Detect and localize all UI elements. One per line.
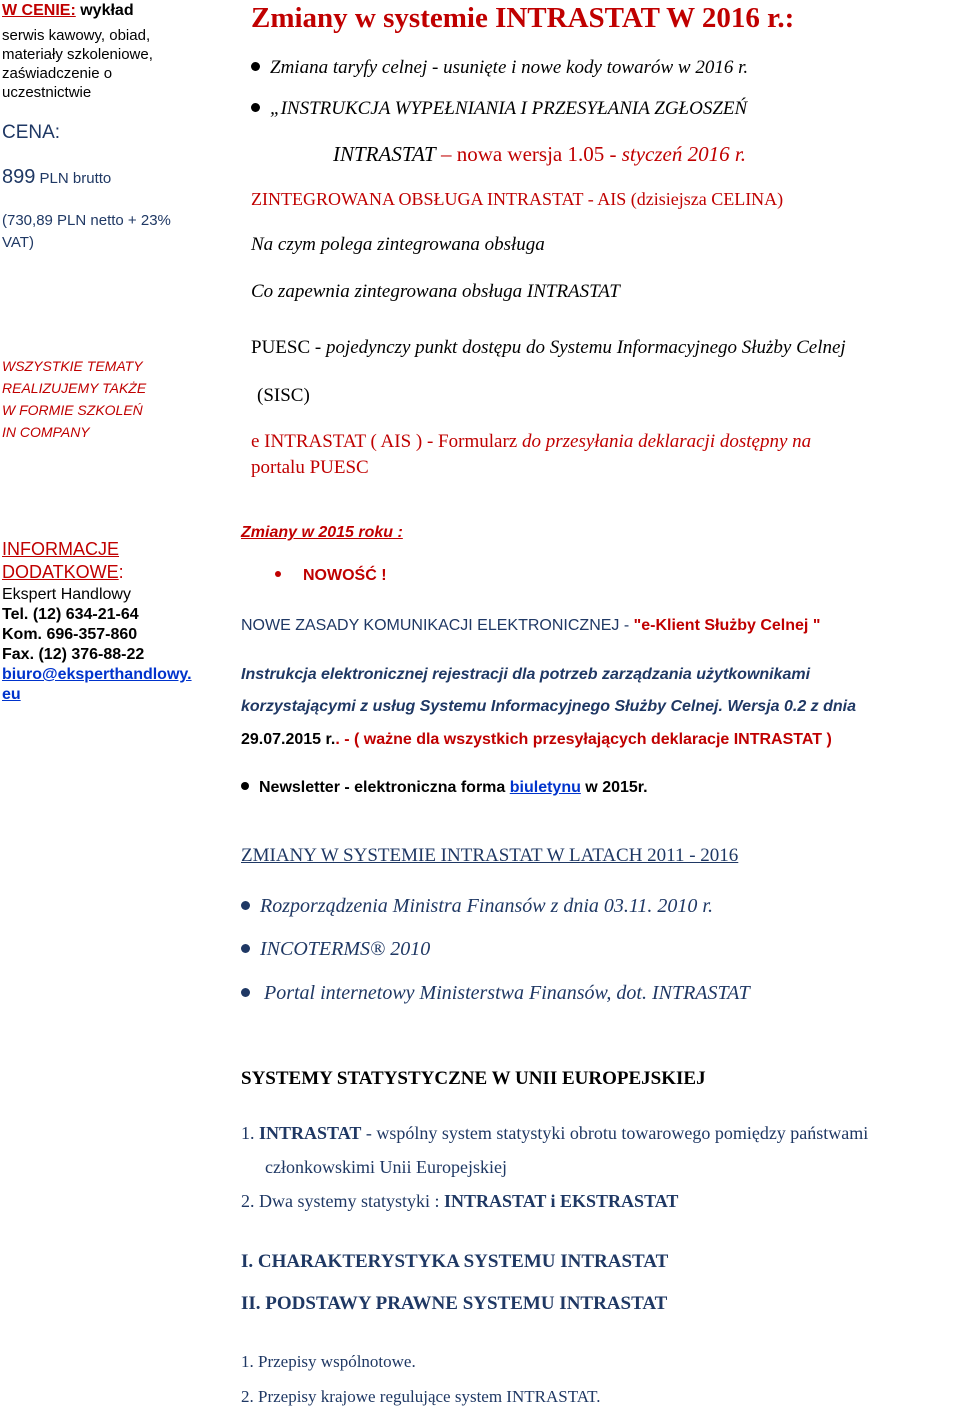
- years-heading: ZMIANY W SYSTEMIE INTRASTAT W LATACH 2011 - 2016: [241, 845, 739, 866]
- bullet-icon: [275, 571, 281, 577]
- integrated-provides: Co zapewnia zintegrowana obsługa INTRASTAT: [251, 281, 620, 302]
- in-company-note: WSZYSTKIE TEMATY REALIZUJEMY TAKŻE W FORMIE SZKOLEŃ IN COMPANY: [2, 358, 147, 440]
- portal-item: Portal internetowy Ministerstwa Finansów, dot. INTRASTAT: [241, 982, 750, 1005]
- instruction-line-3: 29.07.2015 r.. - ( ważne dla wszystkich przesyłających deklaracje INTRASTAT ): [241, 731, 832, 748]
- bullet-icon: [251, 62, 260, 71]
- eu-point-2: 2. Dwa systemy statystyki : INTRASTAT i EKSTRASTAT: [241, 1191, 679, 1211]
- instruction-line-2: korzystającymi z usług Systemu Informacyjnego Służby Celnej. Wersja 0.2 z dnia: [241, 698, 857, 715]
- regulation-item: Rozporządzenia Ministra Finansów z dnia 03.11. 2010 r.: [241, 895, 713, 918]
- eu-point-1: 1. INTRASTAT - wspólny system statystyki obrotu towarowego pomiędzy państwami: [241, 1123, 869, 1143]
- bullet-instruction: „INSTRUKCJA WYPEŁNIANIA I PRZESYŁANIA ZGŁOSZEŃ: [251, 98, 747, 120]
- nowe-zasady-line: NOWE ZASADY KOMUNIKACJI ELEKTRONICZNEJ - "e-Klient Służby Celnej ": [241, 617, 821, 634]
- bullet-icon: [241, 782, 249, 790]
- changes-2015-heading: Zmiany w 2015 roku :: [241, 524, 403, 541]
- price-includes-list: [2, 26, 153, 102]
- ais-line: ZINTEGROWANA OBSŁUGA INTRASTAT - AIS (dzisiejsza CELINA): [251, 189, 784, 209]
- bullet-tariff: Zmiana taryfy celnej - usunięte i nowe kody towarów w 2016 r.: [251, 57, 748, 79]
- legal-item-2: 2. Przepisy krajowe regulujące system INTRASTAT.: [241, 1387, 601, 1406]
- bullet-icon: [241, 944, 250, 953]
- company-name: Ekspert Handlowy: [2, 586, 131, 603]
- price-label: CENA:: [2, 122, 61, 143]
- contact-block: [2, 585, 192, 705]
- e-intrastat-line2: portalu PUESC: [251, 457, 369, 478]
- include-item: zaświadczenie o: [2, 65, 113, 82]
- legal-item-1: 1. Przepisy wspólnotowe.: [241, 1352, 416, 1371]
- mobile-number: Kom. 696-357-860: [2, 626, 138, 643]
- instruction-version: INTRASTAT – nowa wersja 1.05 - styczeń 2016 r.: [333, 142, 746, 166]
- section-1-heading: I. CHARAKTERYSTYKA SYSTEMU INTRASTAT: [241, 1251, 669, 1272]
- integrated-what: Na czym polega zintegrowana obsługa: [251, 234, 545, 255]
- bullet-icon: [241, 988, 250, 997]
- info-heading: INFORMACJE DODATKOWE:: [2, 539, 124, 582]
- sisc-line: (SISC): [257, 385, 310, 406]
- page-title: Zmiany w systemie INTRASTAT W 2016 r.:: [251, 2, 795, 34]
- fax-number: Fax. (12) 376-88-22: [2, 646, 145, 663]
- bulletin-link[interactable]: biuletynu: [509, 779, 581, 796]
- section-2-heading: II. PODSTAWY PRAWNE SYSTEMU INTRASTAT: [241, 1293, 668, 1314]
- email-link[interactable]: biuro@eksperthandlowy. eu: [2, 666, 192, 703]
- nowosc-item: NOWOŚĆ !: [275, 567, 387, 585]
- eu-point-1-cont: członkowskimi Unii Europejskiej: [265, 1157, 507, 1177]
- include-item: materiały szkoleniowe,: [2, 46, 153, 63]
- eu-heading: SYSTEMY STATYSTYCZNE W UNII EUROPEJSKIEJ: [241, 1068, 706, 1089]
- include-item: uczestnictwie: [2, 84, 92, 101]
- newsletter-line: Newsletter - elektroniczna forma biuletynu w 2015r.: [241, 779, 648, 797]
- include-item: serwis kawowy, obiad,: [2, 27, 151, 44]
- puesc-line: PUESC - pojedynczy punkt dostępu do Systemu Informacyjnego Służby Celnej: [251, 337, 846, 358]
- price-includes-heading: W CENIE: wykład: [2, 2, 134, 19]
- price-net: (730,89 PLN netto + 23% VAT): [2, 212, 171, 251]
- instruction-line-1: Instrukcja elektronicznej rejestracji dla potrzeb zarządzania użytkownikami: [241, 666, 811, 683]
- bullet-icon: [251, 103, 260, 112]
- price-value: 899 PLN brutto: [2, 166, 112, 188]
- e-intrastat-line: e INTRASTAT ( AIS ) - Formularz do przesyłania deklaracji dostępny na: [251, 431, 812, 452]
- incoterms-item: INCOTERMS® 2010: [241, 938, 430, 961]
- bullet-icon: [241, 901, 250, 910]
- phone-number: Tel. (12) 634-21-64: [2, 606, 139, 623]
